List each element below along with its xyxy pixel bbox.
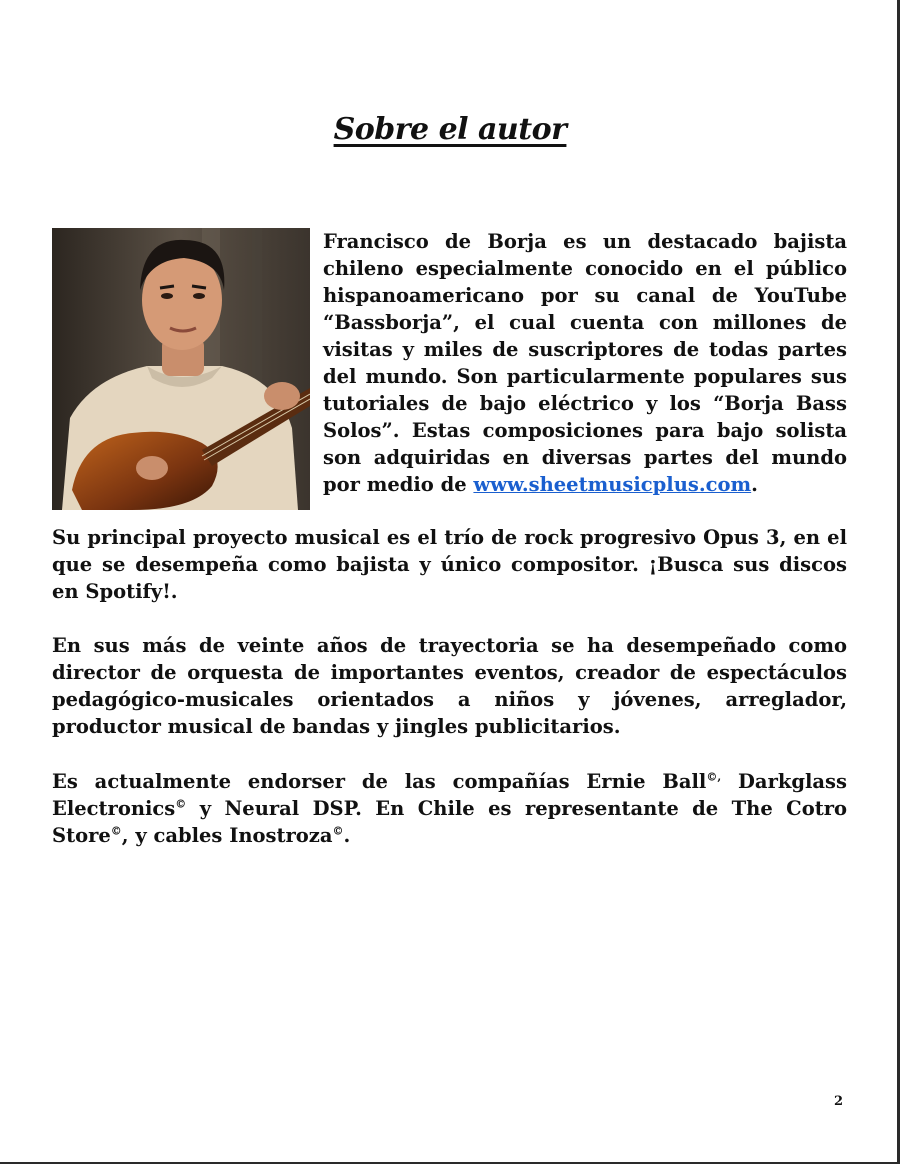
endorse-text-5: . [343,824,351,847]
paragraph-opus3: Su principal proyecto musical es el trío de rock progresivo Opus 3, en el que se desempeña como bajista y único compositor. ¡Busca sus discos en Spotify!. [52,526,847,603]
paragraph-endorsements [52,768,847,849]
intro-paragraph [323,228,847,498]
intro-end: . [751,473,758,496]
paragraph-career: En sus más de veinte años de trayectoria se ha desempeñado como director de orquesta de importantes eventos, creador de espectáculos pedagógico-musicales orientados a niños y jóvenes, arreglador, productor musical de bandas y jingles publicitarios. [52,634,847,738]
endorse-text-1: Es actualmente endorser de las compañías Ernie Ball [52,770,707,793]
endorse-text-3: y Neural DSP. En Chile es representante de The Cotro Store [52,797,847,847]
portrait-photo [52,228,310,510]
copyright-mark: © [175,797,187,811]
author-photo [52,228,310,510]
copyright-mark: © [332,824,344,838]
page-number: 2 [833,1094,843,1109]
page-title: Sobre el autor [333,112,567,147]
endorse-text-2: Darkglass Electronics [52,770,847,820]
endorse-text-4: , y cables Inostroza [121,824,333,847]
intro-text: Francisco de Borja es un destacado bajista chileno especialmente conocido en el público hispanoamericano por su canal de YouTube “Bassborja”, el cual cuenta con millones de visitas y miles de suscriptores de todas partes del mundo. Son particularmente populares sus tutoriales de bajo eléctrico y los “Borja Bass Solos”. Estas composiciones para bajo solista son adquiridas en diversas partes del mundo por medio de [323,230,847,496]
copyright-mark: © [110,824,122,838]
sheetmusicplus-link[interactable]: www.sheetmusicplus.com [473,473,752,496]
copyright-mark: ©, [706,770,722,784]
